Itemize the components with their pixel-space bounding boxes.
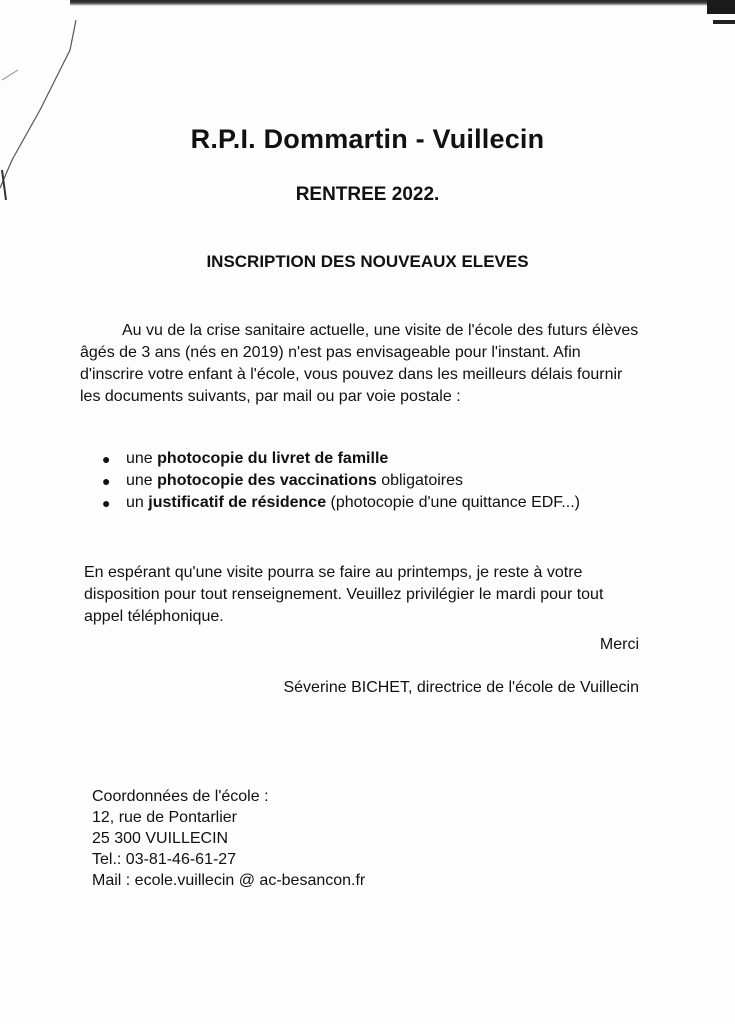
scan-edge-right-mark [713,20,735,24]
intro-text: Au vu de la crise sanitaire actuelle, une visite de l'école des futurs élèves âgés de 3 ans (nés en 2019) n'est pas envisageable pour l'instant. Afin d'inscrire votre enfant à l'école, vous pouvez dans les meilleurs délais fournir les documents suivants, par mail ou par voie postale : [80,322,639,405]
contact-street: 12, rue de Pontarlier [92,809,237,826]
bullet-icon: ● [102,473,111,489]
contact-mail: Mail : ecole.vuillecin @ ac-besancon.fr [92,872,366,889]
bullet-icon: ● [102,451,111,467]
scan-edge-left [0,20,90,200]
list-item [100,470,660,492]
documents-list [100,448,660,514]
list-item-bold: photocopie des vaccinations [157,472,377,489]
school-contact [92,786,492,891]
list-item [100,448,660,470]
list-item-prefix: une [126,472,158,489]
contact-label: Coordonnées de l'école : [92,788,269,805]
closing-paragraph: En espérant qu'une visite pourra se faire au printemps, je reste à votre disposition pour tout renseignement. Veuillez privilégier le mardi pour tout appel téléphonique. [84,564,604,625]
list-item-suffix: (photocopie d'une quittance EDF...) [326,494,580,511]
list-item-suffix: obligatoires [376,472,464,489]
document-title: R.P.I. Dommartin - Vuillecin [190,124,545,154]
contact-city: 25 300 VUILLECIN [92,830,229,847]
list-item-bold: justificatif de résidence [148,494,327,511]
bullet-icon: ● [102,495,111,511]
document-subtitle: RENTREE 2022. [295,184,440,205]
scan-edge-right [707,0,735,14]
thanks-text: Merci [599,636,639,653]
list-item-prefix: un [126,494,149,511]
list-item [100,492,660,514]
list-item-prefix: une [126,450,158,467]
signature: Séverine BICHET, directrice de l'école de Vuillecin [283,679,639,696]
intro-paragraph [80,320,640,408]
section-heading: INSCRIPTION DES NOUVEAUX ELEVES [206,252,529,271]
list-item-bold: photocopie du livret de famille [157,450,389,467]
contact-phone: Tel.: 03-81-46-61-27 [92,851,237,868]
scan-edge-top [70,0,710,6]
